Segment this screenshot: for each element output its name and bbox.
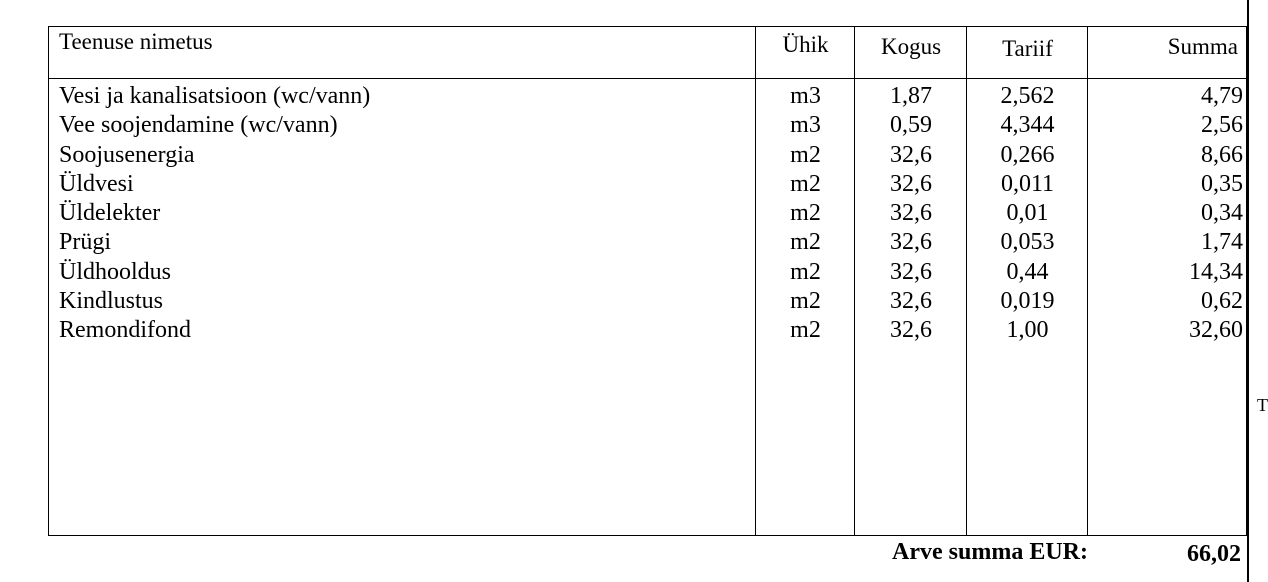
quantity-cell: 0,59 xyxy=(890,112,932,139)
edge-mark-text: T xyxy=(1257,395,1268,415)
quantity-cell: 1,87 xyxy=(890,83,932,109)
unit-cell: m2 xyxy=(790,258,821,285)
sum-cell: 4,79 xyxy=(1201,83,1243,109)
sum-cell: 2,56 xyxy=(1201,112,1243,139)
rate-cell: 0,266 xyxy=(1000,141,1055,168)
quantity-cell: 32,6 xyxy=(890,317,932,344)
table-row xyxy=(49,111,1246,140)
rate-cell: 0,011 xyxy=(1000,170,1055,197)
header-divider xyxy=(49,78,1246,79)
unit-cell: m2 xyxy=(790,288,821,315)
rate-cell: 0,44 xyxy=(1006,258,1049,285)
header-unit: Ühik xyxy=(782,32,829,57)
page-right-border xyxy=(1247,0,1249,582)
quantity-cell: 32,6 xyxy=(890,229,932,256)
header-service-name: Teenuse nimetus xyxy=(59,29,213,54)
unit-cell: m2 xyxy=(790,200,821,227)
header-rate: Tariif xyxy=(1002,36,1053,61)
service-name-cell: Vee soojendamine (wc/vann) xyxy=(59,112,338,139)
quantity-cell: 32,6 xyxy=(890,141,932,168)
table-row xyxy=(49,316,1246,345)
sum-cell: 1,74 xyxy=(1201,229,1243,256)
unit-cell: m2 xyxy=(790,170,821,197)
unit-cell: m2 xyxy=(790,229,821,256)
invoice-table xyxy=(48,26,1247,536)
rate-cell: 0,01 xyxy=(1006,200,1049,227)
table-row xyxy=(49,170,1246,199)
invoice-total-label: Arve summa EUR: xyxy=(892,539,1088,565)
sum-cell: 14,34 xyxy=(1189,258,1243,285)
service-name-cell: Soojusenergia xyxy=(59,141,195,168)
service-name-cell: Prügi xyxy=(59,229,112,256)
unit-cell: m2 xyxy=(790,141,821,168)
table-row xyxy=(49,287,1246,316)
sum-cell: 8,66 xyxy=(1201,141,1243,168)
unit-cell: m3 xyxy=(790,112,821,139)
rate-cell: 0,053 xyxy=(1000,229,1055,256)
rate-cell: 4,344 xyxy=(1000,112,1055,139)
table-row xyxy=(49,141,1246,170)
header-quantity: Kogus xyxy=(880,34,942,59)
table-row xyxy=(49,228,1246,257)
header-sum: Summa xyxy=(1167,34,1238,59)
rate-cell: 2,562 xyxy=(1000,83,1055,109)
unit-cell: m2 xyxy=(790,317,821,344)
table-body xyxy=(49,82,1246,346)
quantity-cell: 32,6 xyxy=(890,200,932,227)
table-row xyxy=(49,82,1246,111)
quantity-cell: 32,6 xyxy=(890,258,932,285)
sum-cell: 32,60 xyxy=(1189,317,1243,344)
sum-cell: 0,34 xyxy=(1201,200,1243,227)
service-name-cell: Vesi ja kanalisatsioon (wc/vann) xyxy=(59,83,371,109)
service-name-cell: Remondifond xyxy=(59,317,191,344)
rate-cell: 0,019 xyxy=(1000,288,1055,315)
quantity-cell: 32,6 xyxy=(890,170,932,197)
sum-cell: 0,35 xyxy=(1201,170,1243,197)
table-row xyxy=(49,258,1246,287)
table-row xyxy=(49,199,1246,228)
service-name-cell: Üldhooldus xyxy=(59,258,172,285)
quantity-cell: 32,6 xyxy=(890,288,932,315)
service-name-cell: Kindlustus xyxy=(59,288,164,315)
rate-cell: 1,00 xyxy=(1006,317,1049,344)
service-name-cell: Üldelekter xyxy=(59,200,161,227)
unit-cell: m3 xyxy=(790,83,821,109)
sum-cell: 0,62 xyxy=(1201,288,1243,315)
invoice-total-value: 66,02 xyxy=(1187,541,1241,567)
service-name-cell: Üldvesi xyxy=(59,170,134,197)
